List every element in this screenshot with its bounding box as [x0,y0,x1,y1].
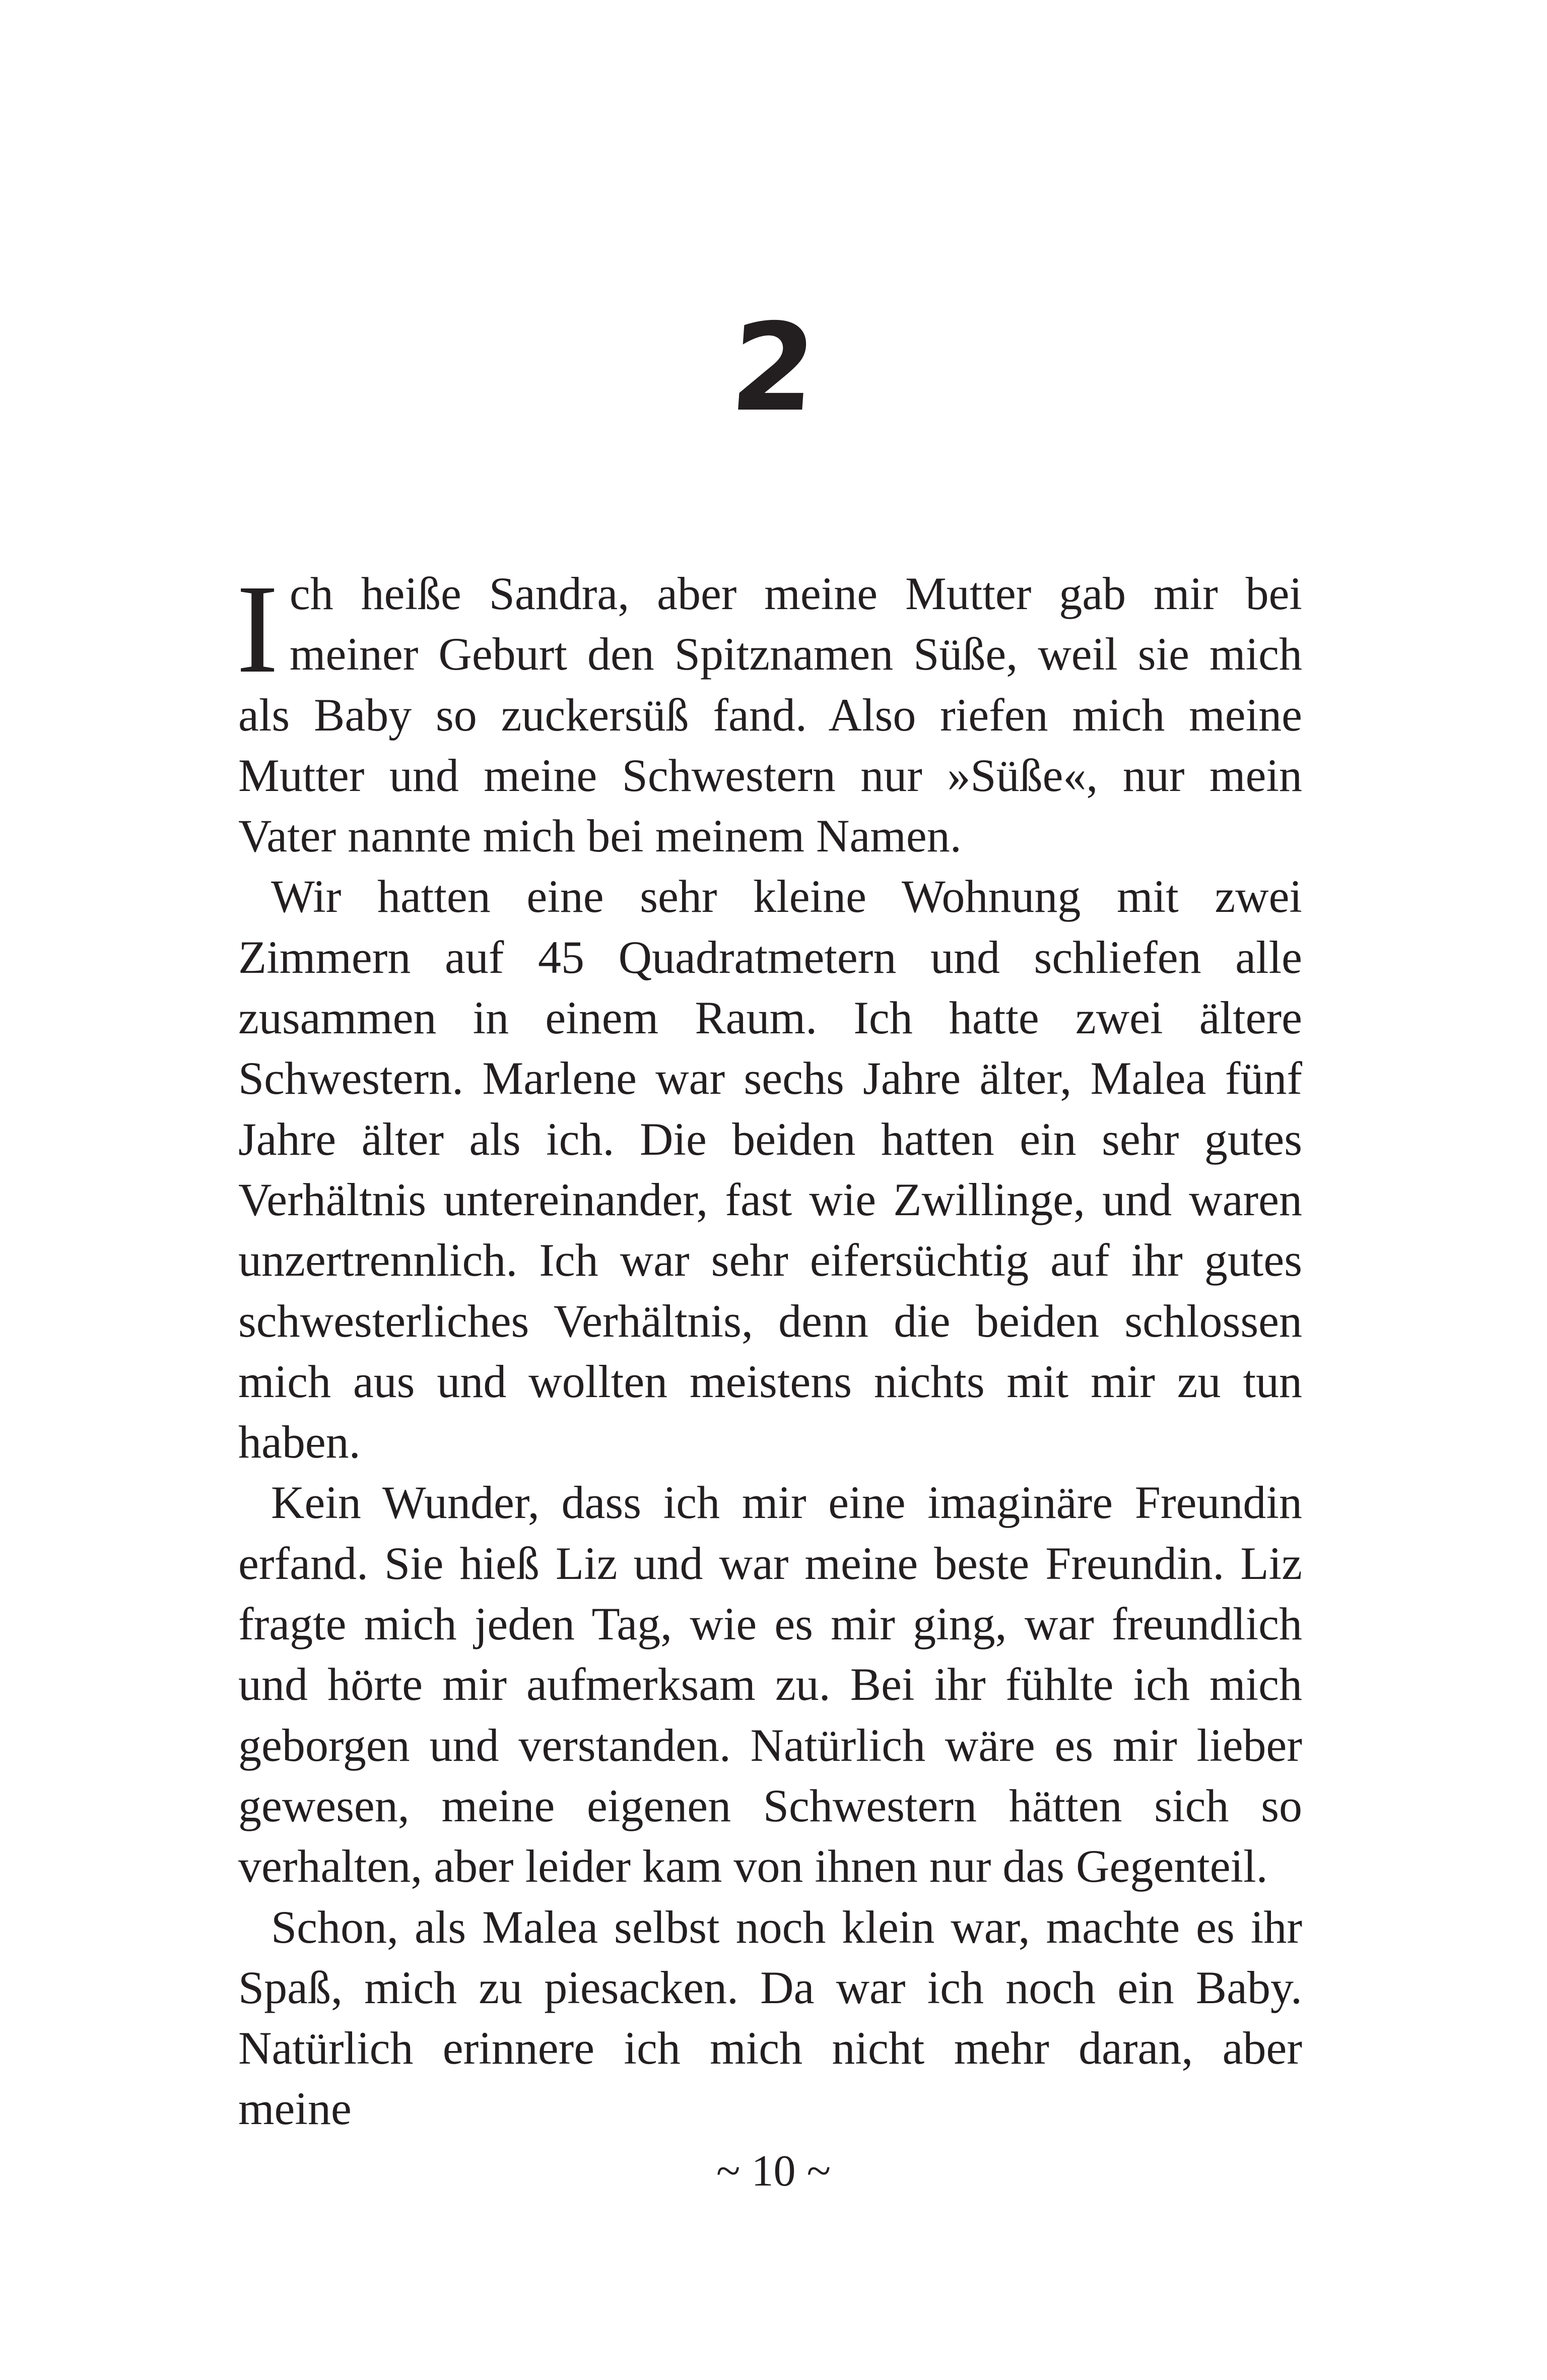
paragraph-3: Kein Wunder, dass ich mir eine imaginäre Freundin erfand. Sie hieß Liz und war meine beste Freundin. Liz fragte mich jeden Tag, wie es mir ging, war freundlich und hörte mir aufmerksam zu. Bei ihr fühlte ich mich geborgen und verstanden. Natürlich wäre es mir lieber gewesen, meine eigenen Schwestern hätten sich so verhalten, aber leider kam von ihnen nur das Gegenteil. [238,1477,1302,1892]
paragraph-1-text: ch heiße Sandra, aber meine Mutter gab mir bei meiner Geburt den Spitznamen Süße, weil sie mich als Baby so zuckersüß fand. Also riefen mich meine Mutter und meine Schwestern nur »Süße«, nur mein Vater nannte mich bei meinem Namen. [238,568,1302,862]
paragraph-4: Schon, als Malea selbst noch klein war, machte es ihr Spaß, mich zu piesacken. Da war ich noch ein Baby. Natürlich erinnere ich mich nicht mehr daran, aber meine [238,1901,1302,2135]
paragraph-1 [236,558,1302,866]
drop-cap: I [236,558,279,699]
body-text [236,558,1302,2139]
paragraph-2: Wir hatten eine sehr kleine Wohnung mit zwei Zimmern auf 45 Quadratmetern und schliefen alle zusammen in einem Raum. Ich hatte zwei ältere Schwestern. Marlene war sechs Jahre älter, Malea fünf Jahre älter als ich. Die beiden hatten ein sehr gutes Verhältnis untereinander, fast wie Zwillinge, und waren unzertrennlich. Ich war sehr eifersüchtig auf ihr gutes schwesterliches Verhältnis, denn die beiden schlossen mich aus und wollten meistens nichts mit mir zu tun haben. [238,871,1302,1468]
page-number: ~ 10 ~ [716,2147,831,2196]
chapter-number: 2 [726,297,821,438]
